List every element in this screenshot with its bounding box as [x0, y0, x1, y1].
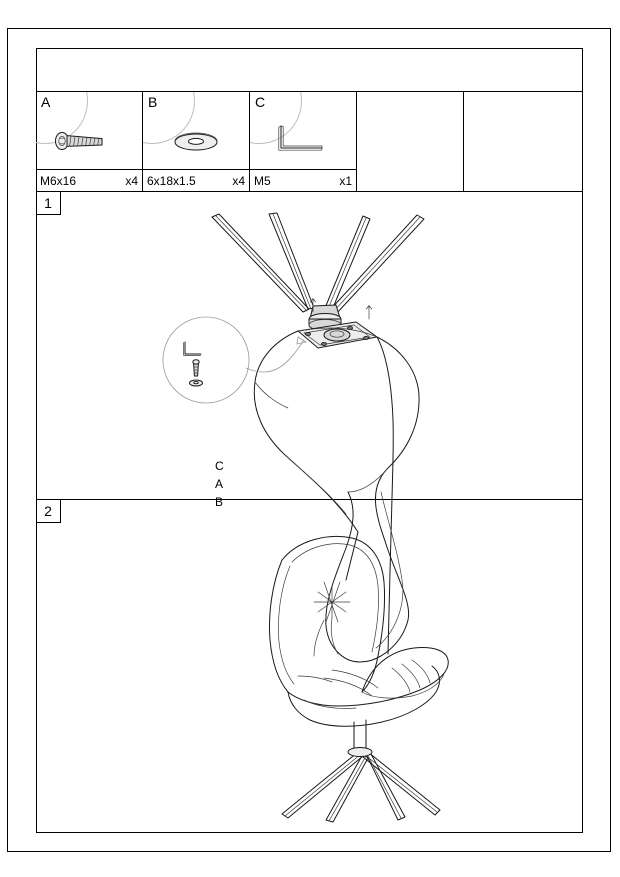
step-1-figure [36, 192, 583, 499]
part-cell-a [36, 92, 143, 191]
callout-label-a: A [215, 477, 224, 491]
step-number: 1 [36, 192, 61, 215]
part-letter: B [148, 94, 158, 110]
step-2-section [36, 500, 583, 833]
part-cell-empty-1 [357, 92, 464, 191]
step-1-section [36, 192, 583, 509]
allen-key-icon [250, 110, 357, 170]
part-qty: x4 [125, 174, 138, 188]
callout-label-b: B [215, 495, 224, 509]
flat-washer-icon [143, 110, 250, 170]
step-number: 2 [36, 500, 61, 523]
part-qty: x1 [339, 174, 352, 188]
part-qty: x4 [232, 174, 245, 188]
part-cell-divider [36, 169, 142, 170]
part-spec: M5 [254, 174, 271, 188]
callout-label-c: C [215, 459, 224, 473]
part-cell-divider [250, 169, 356, 170]
part-cell-divider [143, 169, 249, 170]
part-letter: C [255, 94, 266, 110]
part-letter: A [41, 94, 51, 110]
part-cell-b [143, 92, 250, 191]
parts-table [36, 91, 583, 192]
part-spec: 6x18x1.5 [147, 174, 196, 188]
part-spec: M6x16 [40, 174, 77, 188]
part-cell-empty-2 [464, 92, 571, 191]
step-2-figure [36, 500, 583, 833]
part-cell-c [250, 92, 357, 191]
hex-socket-bolt-icon [36, 110, 143, 170]
